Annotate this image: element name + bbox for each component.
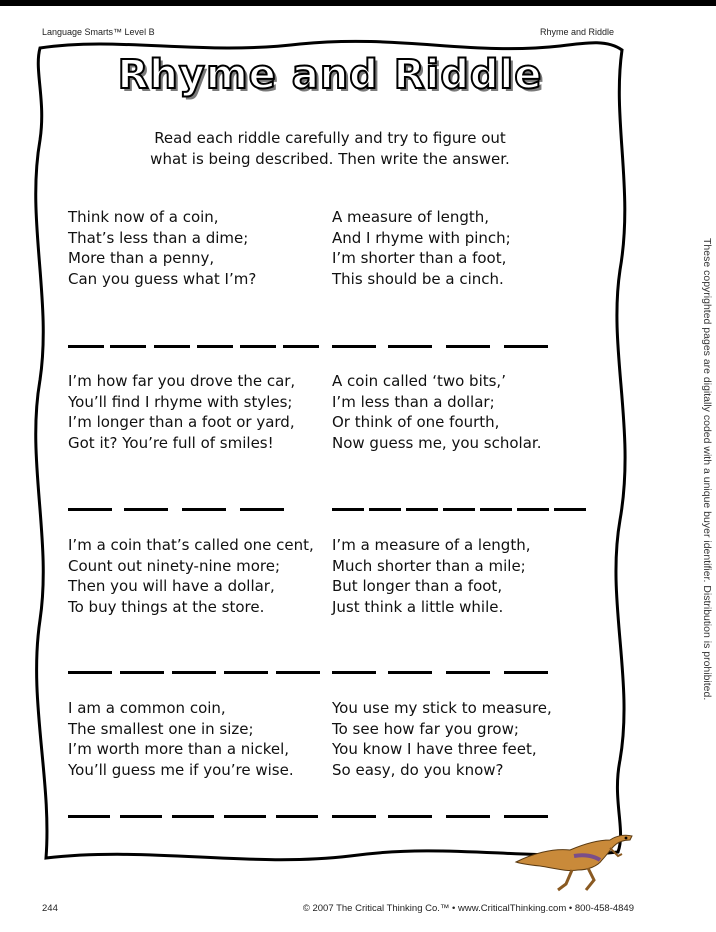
answer-blank[interactable] <box>68 508 112 511</box>
answer-blank[interactable] <box>406 508 438 511</box>
dinosaur-illustration-icon <box>514 826 636 894</box>
riddle-3 <box>68 371 295 453</box>
series-label: Language Smarts™ Level B <box>42 27 155 37</box>
riddle-line: Got it? You’re full of smiles! <box>68 433 274 452</box>
answer-blank[interactable] <box>182 508 226 511</box>
riddle-line: I’m how far you drove the car, <box>68 372 296 390</box>
riddle-line: A coin called ‘two bits,’ <box>332 372 506 390</box>
riddle-7 <box>68 698 294 780</box>
answer-blank[interactable] <box>224 671 268 674</box>
riddle-line: I’m longer than a foot or yard, <box>68 413 295 431</box>
answer-blank[interactable] <box>172 671 216 674</box>
riddle-line: You know I have three feet, <box>332 740 537 758</box>
riddle-line: So easy, do you know? <box>332 760 504 779</box>
instruction-line: what is being described. Then write the answer. <box>150 150 510 168</box>
riddle-line: Then you will have a dollar, <box>68 577 275 595</box>
answer-blank[interactable] <box>446 671 490 674</box>
answer-blank[interactable] <box>504 815 548 818</box>
answer-blank[interactable] <box>443 508 475 511</box>
footer-copyright: © 2007 The Critical Thinking Co.™ • www.CriticalThinking.com • 800-458-4849 <box>302 903 634 914</box>
riddle-line: Think now of a coin, <box>68 208 219 226</box>
answer-blank[interactable] <box>369 508 401 511</box>
riddle-line: Count out ninety-nine more; <box>68 556 281 575</box>
riddle-line: Just think a little while. <box>332 597 504 616</box>
riddle-line: You use my stick to measure, <box>332 699 552 717</box>
answer-blank[interactable] <box>172 815 214 818</box>
answer-blank[interactable] <box>154 345 190 348</box>
riddle-5 <box>68 535 314 617</box>
answer-blank[interactable] <box>240 345 276 348</box>
riddle-line: I am a common coin, <box>68 699 226 717</box>
answer-blank[interactable] <box>197 345 233 348</box>
answer-blank[interactable] <box>120 815 162 818</box>
answer-blank[interactable] <box>332 508 364 511</box>
instruction-line: Read each riddle carefully and try to figure out <box>154 129 506 147</box>
riddle-line: You’ll guess me if you’re wise. <box>68 760 294 779</box>
riddle-line: I’m shorter than a foot, <box>332 249 507 267</box>
answer-blank[interactable] <box>504 345 548 348</box>
answer-blank[interactable] <box>68 671 112 674</box>
riddle-line: I’m a measure of a length, <box>332 536 531 554</box>
answer-blank[interactable] <box>554 508 586 511</box>
riddle-line: This should be a cinch. <box>332 269 504 288</box>
riddle-2 <box>332 207 511 289</box>
answer-blank[interactable] <box>388 345 432 348</box>
riddle-line: And I rhyme with pinch; <box>332 228 511 247</box>
riddle-line: Can you guess what I’m? <box>68 269 257 288</box>
answer-blank[interactable] <box>332 671 376 674</box>
answer-blank[interactable] <box>446 815 490 818</box>
answer-blank[interactable] <box>388 815 432 818</box>
riddle-1 <box>68 207 256 289</box>
riddle-line: You’ll find I rhyme with styles; <box>68 392 293 411</box>
answer-blank[interactable] <box>124 508 168 511</box>
answer-blank[interactable] <box>224 815 266 818</box>
answer-blank[interactable] <box>110 345 146 348</box>
riddle-line: The smallest one in size; <box>68 719 254 738</box>
riddle-line: More than a penny, <box>68 249 215 267</box>
answer-blank[interactable] <box>332 345 376 348</box>
answer-blank[interactable] <box>276 671 320 674</box>
riddle-line: Much shorter than a mile; <box>332 556 526 575</box>
page-number: 244 <box>42 903 58 914</box>
answer-blank[interactable] <box>388 671 432 674</box>
riddle-4 <box>332 371 541 453</box>
section-label: Rhyme and Riddle <box>539 27 614 37</box>
riddle-line: That’s less than a dime; <box>68 228 249 247</box>
riddle-line: Or think of one fourth, <box>332 413 500 431</box>
answer-blank[interactable] <box>480 508 512 511</box>
instructions <box>90 128 570 170</box>
riddle-line: But longer than a foot, <box>332 577 503 595</box>
riddle-line: To buy things at the store. <box>68 597 265 616</box>
riddle-line: I’m a coin that’s called one cent, <box>68 536 314 554</box>
riddle-line: I’m less than a dollar; <box>332 392 495 411</box>
answer-blank[interactable] <box>120 671 164 674</box>
riddle-6 <box>332 535 531 617</box>
answer-blank[interactable] <box>446 345 490 348</box>
riddle-line: A measure of length, <box>332 208 490 226</box>
riddle-line: To see how far you grow; <box>332 719 519 738</box>
page-title: Rhyme and Riddle <box>117 52 543 98</box>
answer-blank[interactable] <box>332 815 376 818</box>
answer-blank[interactable] <box>517 508 549 511</box>
answer-blank[interactable] <box>283 345 319 348</box>
answer-blank[interactable] <box>276 815 318 818</box>
riddle-8 <box>332 698 552 780</box>
copyright-side-note: These copyrighted pages are digitally coded with a unique buyer identifier. Distribution is prohibited. <box>701 238 713 701</box>
answer-blank[interactable] <box>240 508 284 511</box>
answer-blank[interactable] <box>504 671 548 674</box>
riddle-line: I’m worth more than a nickel, <box>68 740 290 758</box>
riddle-line: Now guess me, you scholar. <box>332 433 542 452</box>
answer-blank[interactable] <box>68 345 104 348</box>
answer-blank[interactable] <box>68 815 110 818</box>
